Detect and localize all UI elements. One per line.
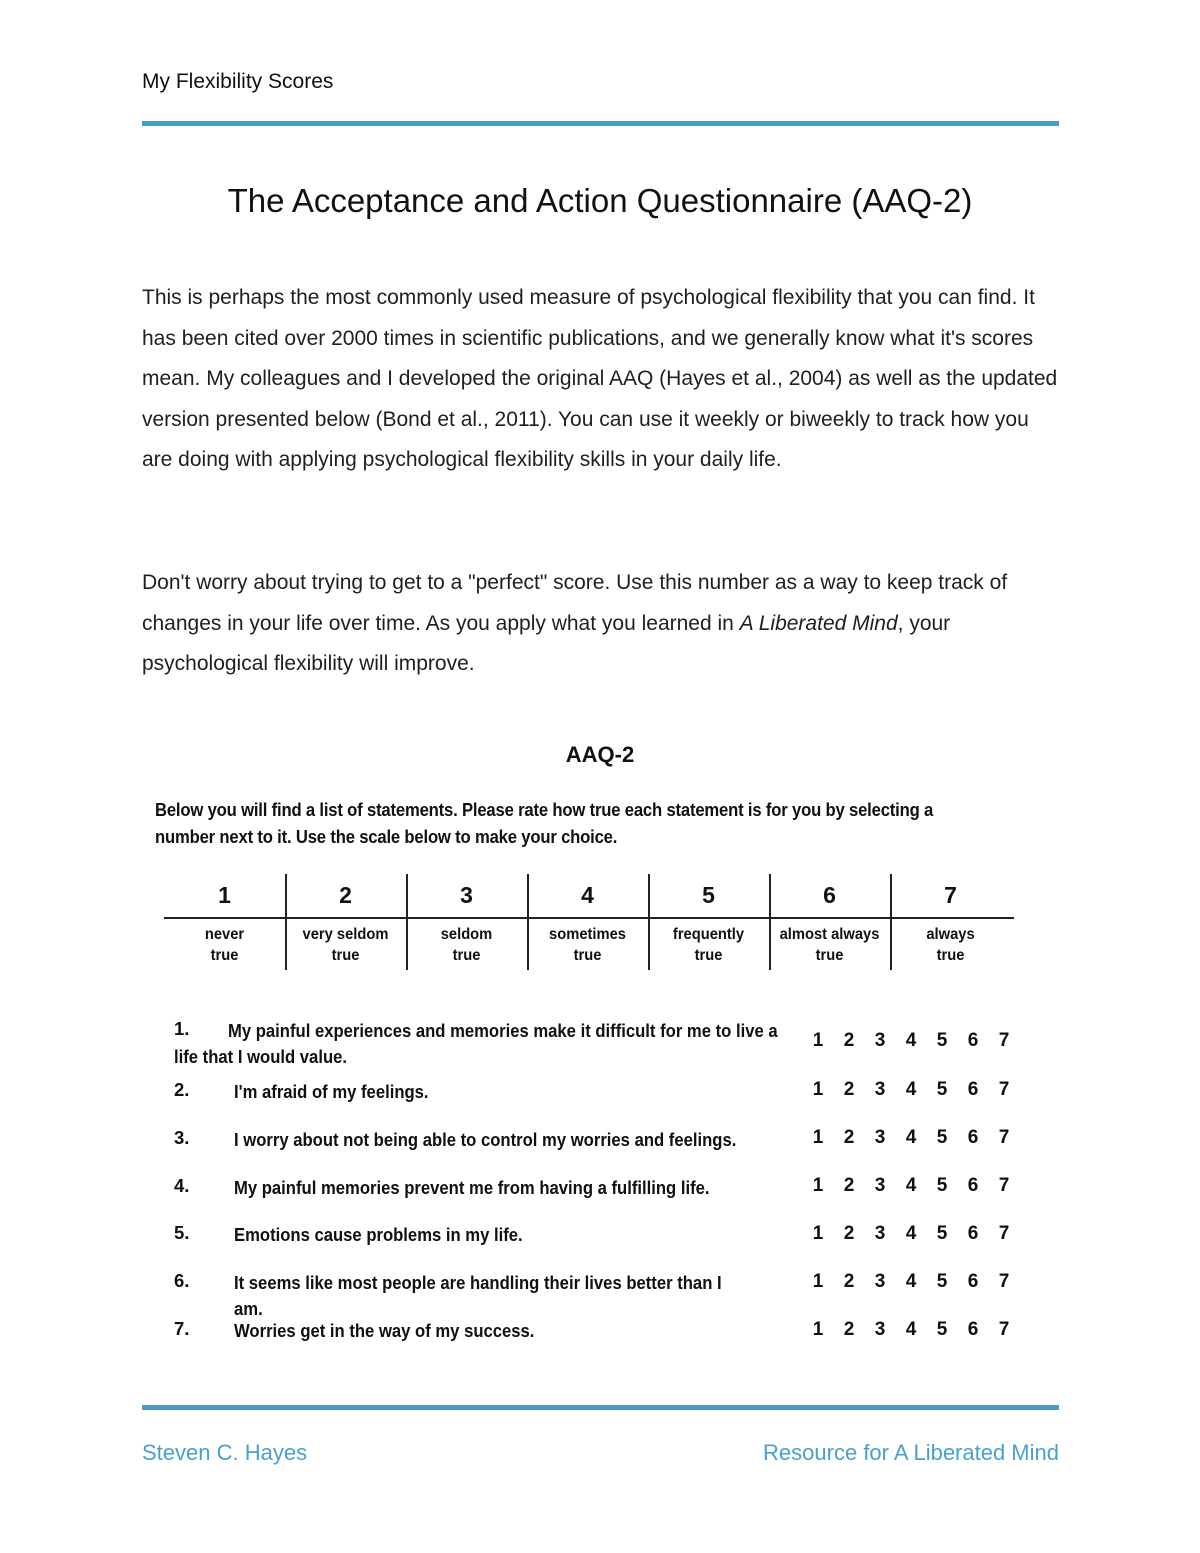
rating-option[interactable]: 2 — [843, 1175, 855, 1196]
page-header-title: My Flexibility Scores — [142, 70, 334, 93]
scale-option — [890, 870, 1011, 966]
rating-option[interactable]: 5 — [936, 1030, 948, 1051]
rating-option[interactable]: 1 — [812, 1127, 824, 1148]
rating-option[interactable]: 7 — [998, 1079, 1010, 1100]
scale-label — [774, 917, 885, 966]
rating-option[interactable]: 1 — [812, 1223, 824, 1244]
rating-option[interactable]: 5 — [936, 1127, 948, 1148]
rating-option[interactable]: 3 — [874, 1319, 886, 1340]
scale-label-line2: true — [331, 947, 360, 964]
rating-option[interactable]: 6 — [967, 1127, 979, 1148]
footer-rule — [142, 1405, 1059, 1410]
scale-number: 2 — [339, 882, 352, 908]
rating-option[interactable]: 1 — [812, 1271, 824, 1292]
scale-label-line1: almost always — [779, 926, 880, 943]
rating-option[interactable]: 2 — [843, 1223, 855, 1244]
item-statement: Emotions cause problems in my life. — [234, 1224, 523, 1245]
scale-number: 3 — [460, 882, 473, 908]
scale-label — [169, 917, 280, 966]
header-rule — [142, 121, 1059, 126]
scale-number: 6 — [823, 882, 836, 908]
advice-text-end: , your psychological flexibility will improve. — [142, 611, 951, 676]
item-statement: Worries get in the way of my success. — [234, 1320, 535, 1341]
scale-number: 1 — [218, 882, 231, 908]
rating-option[interactable]: 2 — [843, 1319, 855, 1340]
item-statement: I worry about not being able to control my worries and feelings. — [234, 1129, 737, 1150]
rating-option[interactable]: 3 — [874, 1030, 886, 1051]
book-title: A Liberated Mind — [739, 611, 898, 635]
rating-option[interactable]: 3 — [874, 1127, 886, 1148]
scale-label — [653, 917, 764, 966]
scale-number: 7 — [944, 882, 957, 908]
item-number: 6. — [174, 1270, 190, 1291]
rating-option[interactable]: 7 — [998, 1223, 1010, 1244]
scale-label-line1: seldom — [440, 926, 493, 943]
footer-author: Steven C. Hayes — [142, 1440, 308, 1465]
rating-option[interactable]: 4 — [905, 1271, 917, 1292]
rating-option[interactable]: 4 — [905, 1079, 917, 1100]
item-statement: It seems like most people are handling their lives better than I am. — [234, 1272, 722, 1319]
scale-option — [285, 870, 406, 966]
scale-label-line1: always — [926, 926, 975, 943]
scale-option — [648, 870, 769, 966]
rating-option[interactable]: 5 — [936, 1175, 948, 1196]
scale-label — [895, 917, 1006, 966]
rating-option[interactable]: 4 — [905, 1319, 917, 1340]
rating-option[interactable]: 3 — [874, 1271, 886, 1292]
rating-option[interactable]: 5 — [936, 1271, 948, 1292]
advice-paragraph — [142, 563, 1062, 685]
rating-option[interactable]: 3 — [874, 1175, 886, 1196]
scale-label-line1: never — [204, 926, 245, 943]
rating-option[interactable]: 5 — [936, 1223, 948, 1244]
rating-scale — [164, 870, 1014, 970]
rating-option[interactable]: 4 — [905, 1175, 917, 1196]
scale-label-line1: very seldom — [302, 926, 389, 943]
rating-option[interactable]: 2 — [843, 1030, 855, 1051]
rating-option[interactable]: 6 — [967, 1223, 979, 1244]
rating-option[interactable]: 4 — [905, 1223, 917, 1244]
rating-option[interactable]: 7 — [998, 1030, 1010, 1051]
scale-label-line1: frequently — [672, 926, 745, 943]
rating-option[interactable]: 6 — [967, 1175, 979, 1196]
scale-label-line2: true — [936, 947, 965, 964]
advice-text-start: Don't worry about trying to get to a "perfect" score. Use this number as a way to keep track of changes in your life over time. As you apply what you learned in — [142, 571, 1008, 635]
rating-option[interactable]: 5 — [936, 1319, 948, 1340]
scale-label-line1: sometimes — [549, 926, 626, 943]
scale-label — [411, 917, 522, 966]
item-number: 5. — [174, 1222, 190, 1243]
intro-paragraph: This is perhaps the most commonly used measure of psychological flexibility that you can find. It has been cited over 2000 times in scientific publications, and we generally know what it's scores mean. My colleagues and I developed the original AAQ (Hayes et al., 2004) as well as the updated version presented below (Bond et al., 2011). You can use it weekly or biweekly to track how you are doing with applying psychological flexibility skills in your daily life. — [142, 286, 1058, 472]
footer-resource: Resource for A Liberated Mind — [763, 1440, 1059, 1465]
rating-option[interactable]: 3 — [874, 1223, 886, 1244]
item-number: 4. — [174, 1175, 190, 1196]
scale-number: 5 — [702, 882, 715, 908]
scale-label-line2: true — [694, 947, 723, 964]
scale-label — [532, 917, 643, 966]
rating-option[interactable]: 6 — [967, 1319, 979, 1340]
item-statement: My painful experiences and memories make it difficult for me to live a life that I would value. — [174, 1020, 778, 1067]
rating-option[interactable]: 7 — [998, 1319, 1010, 1340]
item-statement: My painful memories prevent me from having a fulfilling life. — [234, 1177, 710, 1198]
scale-label — [290, 917, 401, 966]
item-number: 2. — [174, 1079, 190, 1100]
item-statement: I'm afraid of my feelings. — [234, 1081, 429, 1102]
rating-option[interactable]: 2 — [843, 1271, 855, 1292]
scale-option — [164, 870, 285, 966]
rating-option[interactable]: 6 — [967, 1079, 979, 1100]
rating-option[interactable]: 7 — [998, 1175, 1010, 1196]
rating-option[interactable]: 2 — [843, 1079, 855, 1100]
aaq-instructions: Below you will find a list of statements. Please rate how true each statement is for you by selecting a number next to it. Use the scale below to make your choice. — [155, 799, 934, 847]
scale-number: 4 — [581, 882, 594, 908]
rating-option[interactable]: 5 — [936, 1079, 948, 1100]
scale-option — [769, 870, 890, 966]
rating-option[interactable]: 6 — [967, 1030, 979, 1051]
rating-option[interactable]: 3 — [874, 1079, 886, 1100]
rating-option[interactable]: 1 — [812, 1030, 824, 1051]
rating-option[interactable]: 4 — [905, 1030, 917, 1051]
aaq-heading: AAQ-2 — [565, 742, 635, 767]
item-number: 7. — [174, 1318, 190, 1339]
rating-option[interactable]: 1 — [812, 1079, 824, 1100]
scale-label-line2: true — [210, 947, 239, 964]
item-number: 3. — [174, 1127, 190, 1148]
rating-option[interactable]: 1 — [812, 1175, 824, 1196]
item-number: 1. — [174, 1018, 190, 1039]
scale-label-line2: true — [452, 947, 481, 964]
scale-option — [527, 870, 648, 966]
scale-label-line2: true — [573, 947, 602, 964]
rating-option[interactable]: 6 — [967, 1271, 979, 1292]
rating-option[interactable]: 1 — [812, 1319, 824, 1340]
rating-option[interactable]: 2 — [843, 1127, 855, 1148]
scale-label-line2: true — [815, 947, 844, 964]
rating-option[interactable]: 7 — [998, 1127, 1010, 1148]
rating-option[interactable]: 4 — [905, 1127, 917, 1148]
rating-option[interactable]: 7 — [998, 1271, 1010, 1292]
document-title: The Acceptance and Action Questionnaire (AAQ-2) — [227, 182, 973, 219]
scale-option — [406, 870, 527, 966]
